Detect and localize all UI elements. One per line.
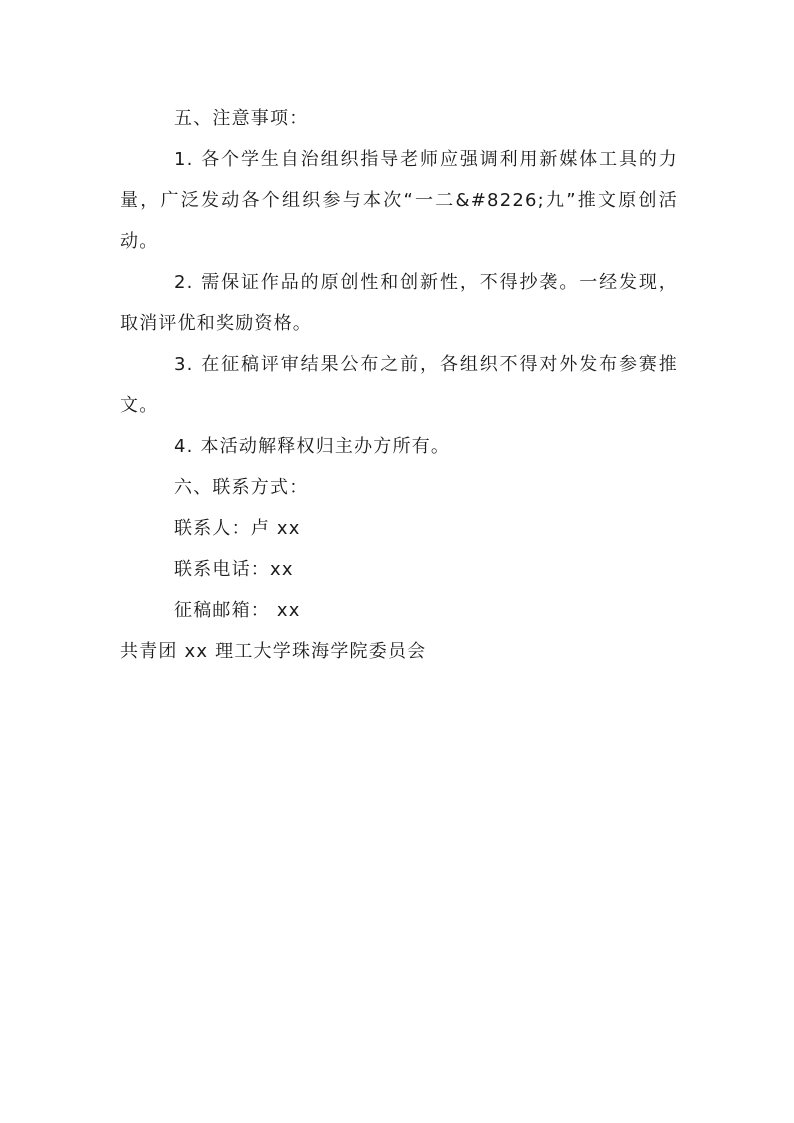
contact-phone: 联系电话：xx bbox=[174, 559, 294, 580]
section-six-heading: 六、联系方式： bbox=[174, 477, 309, 498]
section-five-heading: 五、注意事项： bbox=[174, 108, 309, 129]
organizer-signature: 共青团 xx 理工大学珠海学院委员会 bbox=[120, 641, 427, 662]
note-item-4: 4. 本活动解释权归主办方所有。 bbox=[174, 436, 451, 457]
note-item-2: 2. 需保证作品的原创性和创新性，不得抄袭。一经发现，取消评优和奖励资格。 bbox=[120, 272, 678, 334]
submission-email: 征稿邮箱： xx bbox=[174, 600, 301, 621]
note-item-3: 3. 在征稿评审结果公布之前，各组织不得对外发布参赛推文。 bbox=[120, 354, 678, 416]
note-item-1: 1. 各个学生自治组织指导老师应强调利用新媒体工具的力量，广泛发动各个组织参与本次“一二&#8226;九”推文原创活动。 bbox=[120, 149, 678, 252]
contact-person: 联系人：卢 xx bbox=[174, 518, 301, 539]
